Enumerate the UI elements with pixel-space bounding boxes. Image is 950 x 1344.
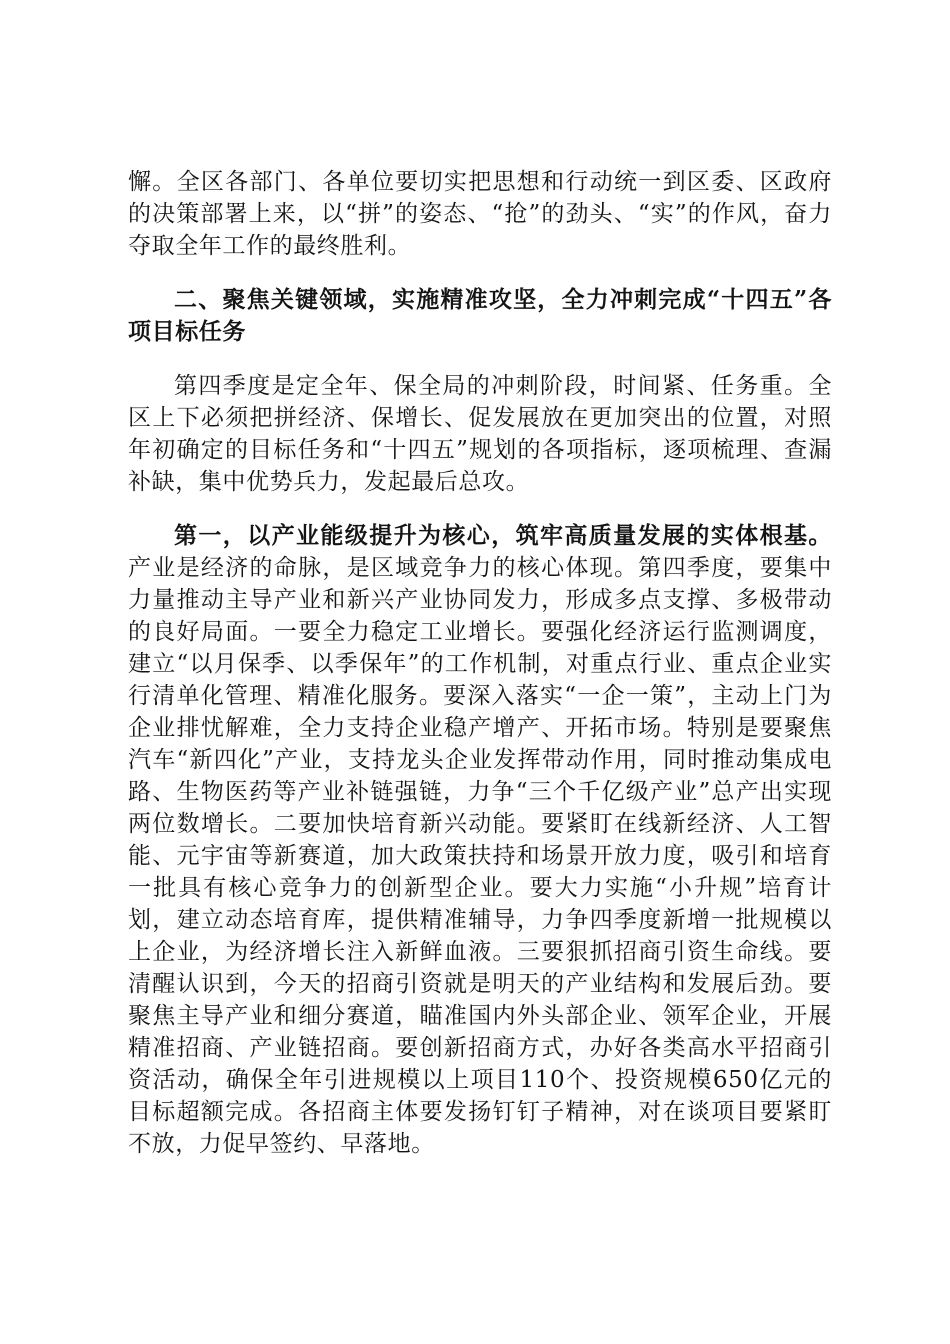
paragraph-lead: 第一，以产业能级提升为核心，筑牢高质量发展的实体根基。: [174, 522, 832, 549]
document-body: [128, 166, 832, 1160]
paragraph-intro: 第四季度是定全年、保全局的冲刺阶段，时间紧、任务重。全区上下必须把拼经济、保增长、促发展放在更加突出的位置，对照年初确定的目标任务和“十四五”规划的各项指标，逐项梳理、查漏补缺，集中优势兵力，发起最后总攻。: [128, 373, 832, 495]
paragraph-body: 产业是经济的命脉，是区域竞争力的核心体现。第四季度，要集中力量推动主导产业和新兴产业协同发力，形成多点支撑、多极带动的良好局面。一要全力稳定工业增长。要强化经济运行监测调度，建立“以月保季、以季保年”的工作机制，对重点行业、重点企业实行清单化管理、精准化服务。要深入落实“一企一策”，主动上门为企业排忧解难，全力支持企业稳产增产、开拓市场。特别是要聚焦汽车“新四化”产业，支持龙头企业发挥带动作用，同时推动集成电路、生物医药等产业补链强链，力争“三个千亿级产业”总产出实现两位数增长。二要加快培育新兴动能。要紧盯在线新经济、人工智能、元宇宙等新赛道，加大政策扶持和场景开放力度，吸引和培育一批具有核心竞争力的创新型企业。要大力实施“小升规”培育计划，建立动态培育库，提供精准辅导，力争四季度新增一批规模以上企业，为经济增长注入新鲜血液。三要狠抓招商引资生命线。要清醒认识到，今天的招商引资就是明天的产业结构和发展后劲。要聚焦主导产业和细分赛道，瞄准国内外头部企业、领军企业，开展精准招商、产业链招商。要创新招商方式，办好各类高水平招商引资活动，确保全年引进规模以上项目110个、投资规模650亿元的目标超额完成。各招商主体要发扬钉钉子精神，对在谈项目要紧盯不放，力促早签约、早落地。: [128, 555, 832, 1157]
paragraph-continuation: 懈。全区各部门、各单位要切实把思想和行动统一到区委、区政府的决策部署上来，以“拼”的姿态、“抢”的劲头、“实”的作风，奋力夺取全年工作的最终胜利。: [128, 169, 832, 259]
paragraph-first-point: [128, 520, 832, 1160]
section-heading: 二、聚焦关键领域，实施精准攻坚，全力冲刺完成“十四五”各项目标任务: [128, 286, 832, 345]
